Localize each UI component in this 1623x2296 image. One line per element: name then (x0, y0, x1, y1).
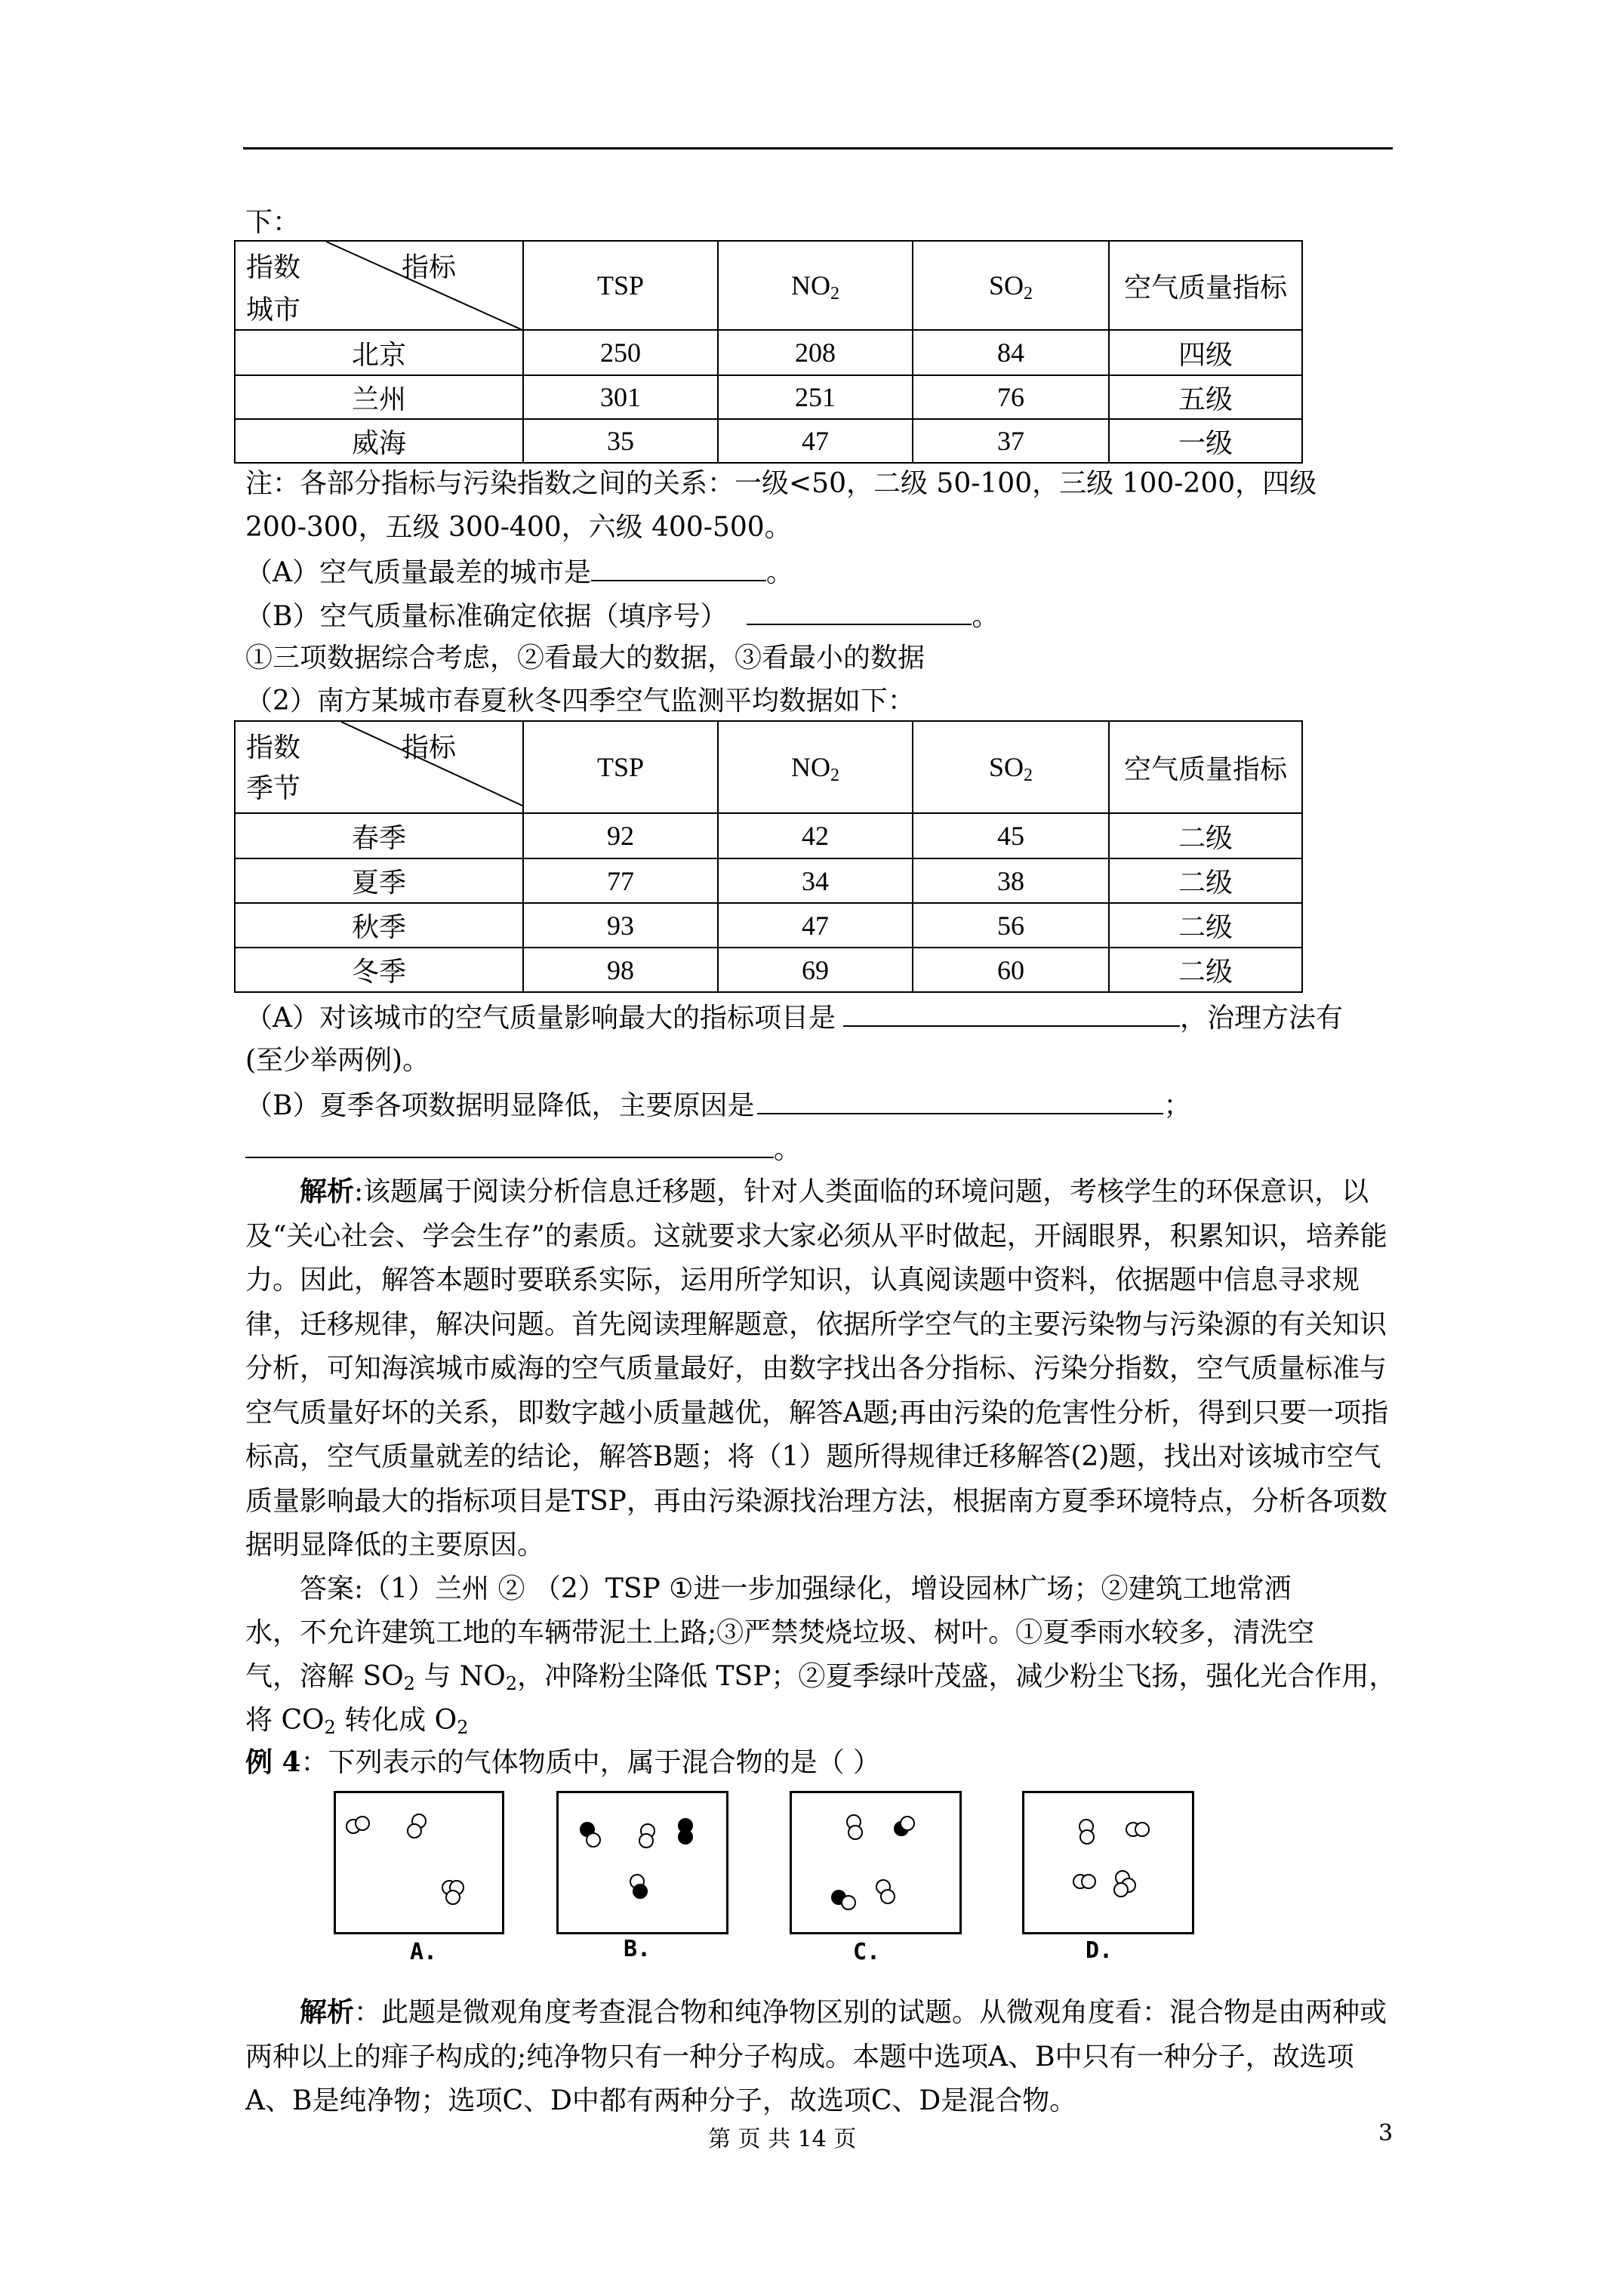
corner-label-season: 季节 (246, 773, 301, 804)
cell-city: 北京 (235, 330, 523, 375)
answer-line-1: 答案:（1）兰州 ② （2）TSP ①进一步加强绿化，增设园林广场；②建筑工地常洒 (300, 1573, 1292, 1604)
table-row (235, 948, 1302, 992)
cell-no2: 251 (718, 375, 913, 419)
cell-tsp: 98 (523, 948, 718, 992)
table-row (235, 419, 1302, 463)
question-2b: （B）夏季各项数据明显降低，主要原因是 ； (245, 1083, 1190, 1128)
header-tsp: TSP (523, 721, 718, 813)
cell-grade: 二级 (1109, 858, 1302, 903)
question-2a-line2: (至少举两例)。 (245, 1045, 430, 1076)
example-4-question: 例 4：下列表示的气体物质中，属于混合物的是（ ） (245, 1746, 881, 1778)
analysis-paragraph-2 (245, 1990, 1394, 2124)
cell-so2: 84 (913, 330, 1109, 375)
molecule-diagram-c (792, 1793, 959, 1932)
cell-grade: 二级 (1109, 948, 1302, 992)
options-line: ①三项数据综合考虑，②看最大的数据，③看最小的数据 (245, 643, 925, 673)
answer-line-2: 水，不允许建筑工地的车辆带泥土上路;③严禁焚烧垃圾、树叶。①夏季雨水较多，清洗空 (245, 1617, 1315, 1648)
cell-grade: 四级 (1109, 330, 1302, 375)
figure-label-d: D. (1086, 1937, 1113, 1964)
cell-so2: 38 (913, 858, 1109, 903)
figure-label-a: A. (410, 1939, 438, 1965)
intro-text: 下： (245, 207, 300, 238)
question-1b: （B）空气质量标准确定依据（填序号） 。 (245, 593, 999, 639)
header-rule (243, 147, 1393, 149)
cell-grade: 二级 (1109, 813, 1302, 858)
cell-so2: 37 (913, 419, 1109, 463)
header-so2: $SO_2$ (913, 721, 1109, 813)
question-2b-line2: 。 (245, 1126, 801, 1172)
note-line-1: 注：各部分指标与污染指数之间的关系：一级<50，二级 50-100，三级 100-200，四级 (245, 468, 1317, 499)
answer-blank[interactable] (747, 593, 972, 625)
answer-blank[interactable] (843, 995, 1180, 1027)
answer-blank[interactable] (245, 1126, 774, 1158)
cell-grade: 五级 (1109, 375, 1302, 419)
question-2-intro: （2）南方某城市春夏秋冬四季空气监测平均数据如下： (245, 686, 915, 717)
header-air-quality: 空气质量指标 (1109, 241, 1302, 330)
cell-no2: 47 (718, 419, 913, 463)
cell-so2: 56 (913, 903, 1109, 948)
table-corner-cell (235, 241, 523, 330)
cell-no2: 47 (718, 903, 913, 948)
corner-label-indicator: 指标 (402, 252, 457, 283)
cell-grade: 二级 (1109, 903, 1302, 948)
cell-city: 兰州 (235, 375, 523, 419)
table-row (235, 330, 1302, 375)
answer-line-3: 气，溶解 $SO_2$ 与 $NO_2$，冲降粉尘降低 TSP；②夏季绿叶茂盛，减少粉尘飞扬，强化光合作用， (245, 1661, 1397, 1694)
molecule-box-a (334, 1791, 504, 1934)
cell-season: 冬季 (235, 948, 523, 992)
analysis-label: 解析 (300, 1176, 355, 1207)
header-so2: $SO_2$ (913, 241, 1109, 330)
corner-label-index: 指数 (246, 252, 301, 283)
figure-label-b: B. (624, 1936, 651, 1962)
cell-tsp: 93 (523, 903, 718, 948)
molecule-box-c (790, 1791, 962, 1934)
analysis-label: 解析 (300, 1996, 355, 2028)
cell-so2: 76 (913, 375, 1109, 419)
table-row (235, 903, 1302, 948)
corner-label-indicator: 指标 (402, 732, 457, 763)
analysis-text: :该题属于阅读分析信息迁移题，针对人类面临的环境问题，考核学生的环保意识，以及“关心社会、学会生存”的素质。这就要求大家必须从平时做起，开阔眼界，积累知识，培养能力。因此，解答本题时要联系实际，运用所学知识，认真阅读题中资料，依据题中信息寻求规律，迁移规律，解决问题。首先阅读理解题意，依据所学空气的主要污染物与污染源的有关知识分析，可知海滨城市威海的空气质量最好，由数字找出各分指标、污染分指数，空气质量标准与空气质量好坏的关系，即数字越小质量越优，解答A题;再由污染的危害性分析，得到只要一项指标高，空气质量就差的结论，解答B题；将（1）题所得规律迁移解答(2)题，找出对该城市空气质量影响最大的指标项目是TSP，再由污染源找治理方法，根据南方夏季环境特点，分析各项数据明显降低的主要原因。 (245, 1176, 1389, 1561)
note-line-2: 200-300，五级 300-400，六级 400-500。 (245, 512, 792, 543)
corner-label-index: 指数 (246, 732, 301, 763)
table-row (235, 375, 1302, 419)
cell-grade: 一级 (1109, 419, 1302, 463)
header-air-quality: 空气质量指标 (1109, 721, 1302, 813)
header-no2: $NO_2$ (718, 721, 913, 813)
figure-label-c: C. (853, 1939, 881, 1965)
cell-tsp: 77 (523, 858, 718, 903)
cell-no2: 69 (718, 948, 913, 992)
answer-line-4: 将 $CO_2$ 转化成 $O_2$ (245, 1705, 469, 1738)
table-corner-cell (235, 721, 523, 813)
molecule-box-b (556, 1791, 728, 1934)
cell-so2: 45 (913, 813, 1109, 858)
answer-blank[interactable] (757, 1083, 1163, 1114)
city-air-table (234, 240, 1303, 464)
season-air-table (234, 720, 1303, 993)
molecule-diagram-a (336, 1793, 502, 1932)
cell-tsp: 250 (523, 330, 718, 375)
cell-tsp: 35 (523, 419, 718, 463)
cell-no2: 208 (718, 330, 913, 375)
question-2a: （A）对该城市的空气质量影响最大的指标项目是 ，治理方法有 (245, 995, 1343, 1040)
analysis-paragraph-1 (245, 1170, 1394, 1568)
cell-season: 春季 (235, 813, 523, 858)
cell-city: 威海 (235, 419, 523, 463)
question-1a: （A）空气质量最差的城市是 。 (245, 550, 793, 595)
table-row (235, 858, 1302, 903)
table-row (235, 813, 1302, 858)
cell-season: 秋季 (235, 903, 523, 948)
molecule-box-d (1022, 1791, 1194, 1934)
molecule-diagram-d (1024, 1793, 1192, 1932)
answer-blank[interactable] (591, 550, 766, 581)
page-footer: 第 页 共 14 页 (708, 2126, 857, 2153)
header-tsp: TSP (523, 241, 718, 330)
cell-no2: 34 (718, 858, 913, 903)
molecule-diagram-b (559, 1793, 726, 1932)
example-label: 例 4 (245, 1746, 301, 1778)
cell-tsp: 301 (523, 375, 718, 419)
analysis-text: ：此题是微观角度考查混合物和纯净物区别的试题。从微观角度看：混合物是由两种或两种以上的痱子构成的;纯净物只有一种分子构成。本题中选项A、B中只有一种分子，故选项A、B是纯净物；选项C、D中都有两种分子，故选项C、D是混合物。 (245, 1997, 1387, 2116)
corner-label-city: 城市 (246, 294, 301, 325)
cell-no2: 42 (718, 813, 913, 858)
header-no2: $NO_2$ (718, 241, 913, 330)
cell-tsp: 92 (523, 813, 718, 858)
cell-season: 夏季 (235, 858, 523, 903)
cell-so2: 60 (913, 948, 1109, 992)
page-number: 3 (1378, 2120, 1394, 2147)
